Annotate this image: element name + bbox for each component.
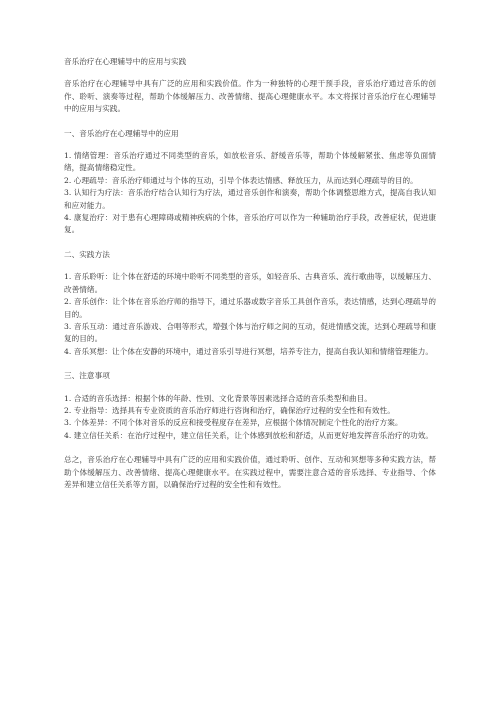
list-item: 1. 合适的音乐选择：根据个体的年龄、性别、文化背景等因素选择合适的音乐类型和曲目。 <box>64 393 372 403</box>
document-title: 音乐治疗在心理辅导中的应用与实践 <box>64 57 187 66</box>
conclusion-paragraph: 总之，音乐治疗在心理辅导中具有广泛的应用和实践价值，通过聆听、创作、互动和冥想等多种实践方法，帮助个体缓解压力、改善情绪、提高心理健康水平。在实践过程中，需要注意合适的音乐选择、专业指导、个体差异和建立信任关系等方面，以确保治疗过程的安全性和有效性。 <box>64 455 436 489</box>
list-item: 2. 音乐创作：让个体在音乐治疗师的指导下，通过乐器或数字音乐工具创作音乐，表达情感，达到心理疏导的目的。 <box>64 297 436 319</box>
list-item: 3. 认知行为疗法：音乐治疗结合认知行为疗法，通过音乐创作和演奏，帮助个体调整思维方式，提高自我认知和应对能力。 <box>64 188 436 210</box>
section-heading: 一、音乐治疗在心理辅导中的应用 <box>64 128 179 138</box>
list-item: 4. 康复治疗：对于患有心理障碍或精神疾病的个体，音乐治疗可以作为一种辅助治疗手段，改善症状，促进康复。 <box>64 213 436 235</box>
list-item: 4. 音乐冥想：让个体在安静的环境中，通过音乐引导进行冥想，培养专注力，提高自我认知和情绪管理能力。 <box>64 346 434 356</box>
section-applications <box>64 128 436 237</box>
intro-paragraph: 音乐治疗在心理辅导中具有广泛的应用和实践价值。作为一种独特的心理干预手段，音乐治疗通过音乐的创作、聆听、演奏等过程，帮助个体缓解压力、改善情绪、提高心理健康水平。本文将探讨音乐治疗在心理辅导中的应用与实践。 <box>64 79 436 114</box>
list-item: 4. 建立信任关系：在治疗过程中，建立信任关系，让个体感到放松和舒适，从而更好地发挥音乐治疗的功效。 <box>64 430 434 440</box>
list-item: 2. 心理疏导：音乐治疗师通过与个体的互动，引导个体表达情感、释放压力，从而达到心理疏导的目的。 <box>64 175 418 185</box>
list-item: 1. 情绪管理：音乐治疗通过不同类型的音乐，如放松音乐、舒缓音乐等，帮助个体缓解紧张、焦虑等负面情绪，提高情绪稳定性。 <box>64 151 436 173</box>
section-practice-methods <box>64 249 436 358</box>
document-content <box>64 56 436 491</box>
list-item: 3. 音乐互动：通过音乐游戏、合唱等形式，增强个体与治疗师之间的互动，促进情感交流，达到心理疏导和康复的目的。 <box>64 321 436 344</box>
section-precautions <box>64 370 436 442</box>
section-heading: 三、注意事项 <box>64 371 110 381</box>
section-heading: 二、实践方法 <box>64 249 110 259</box>
list-item: 3. 个体差异：不同个体对音乐的反应和接受程度存在差异，应根据个体情况制定个性化的治疗方案。 <box>64 418 403 428</box>
list-item: 2. 专业指导：选择具有专业资质的音乐治疗师进行咨询和治疗，确保治疗过程的安全性和有效性。 <box>64 405 395 415</box>
list-item: 1. 音乐聆听：让个体在舒适的环境中聆听不同类型的音乐，如轻音乐、古典音乐、流行歌曲等，以缓解压力、改善情绪。 <box>64 272 436 294</box>
